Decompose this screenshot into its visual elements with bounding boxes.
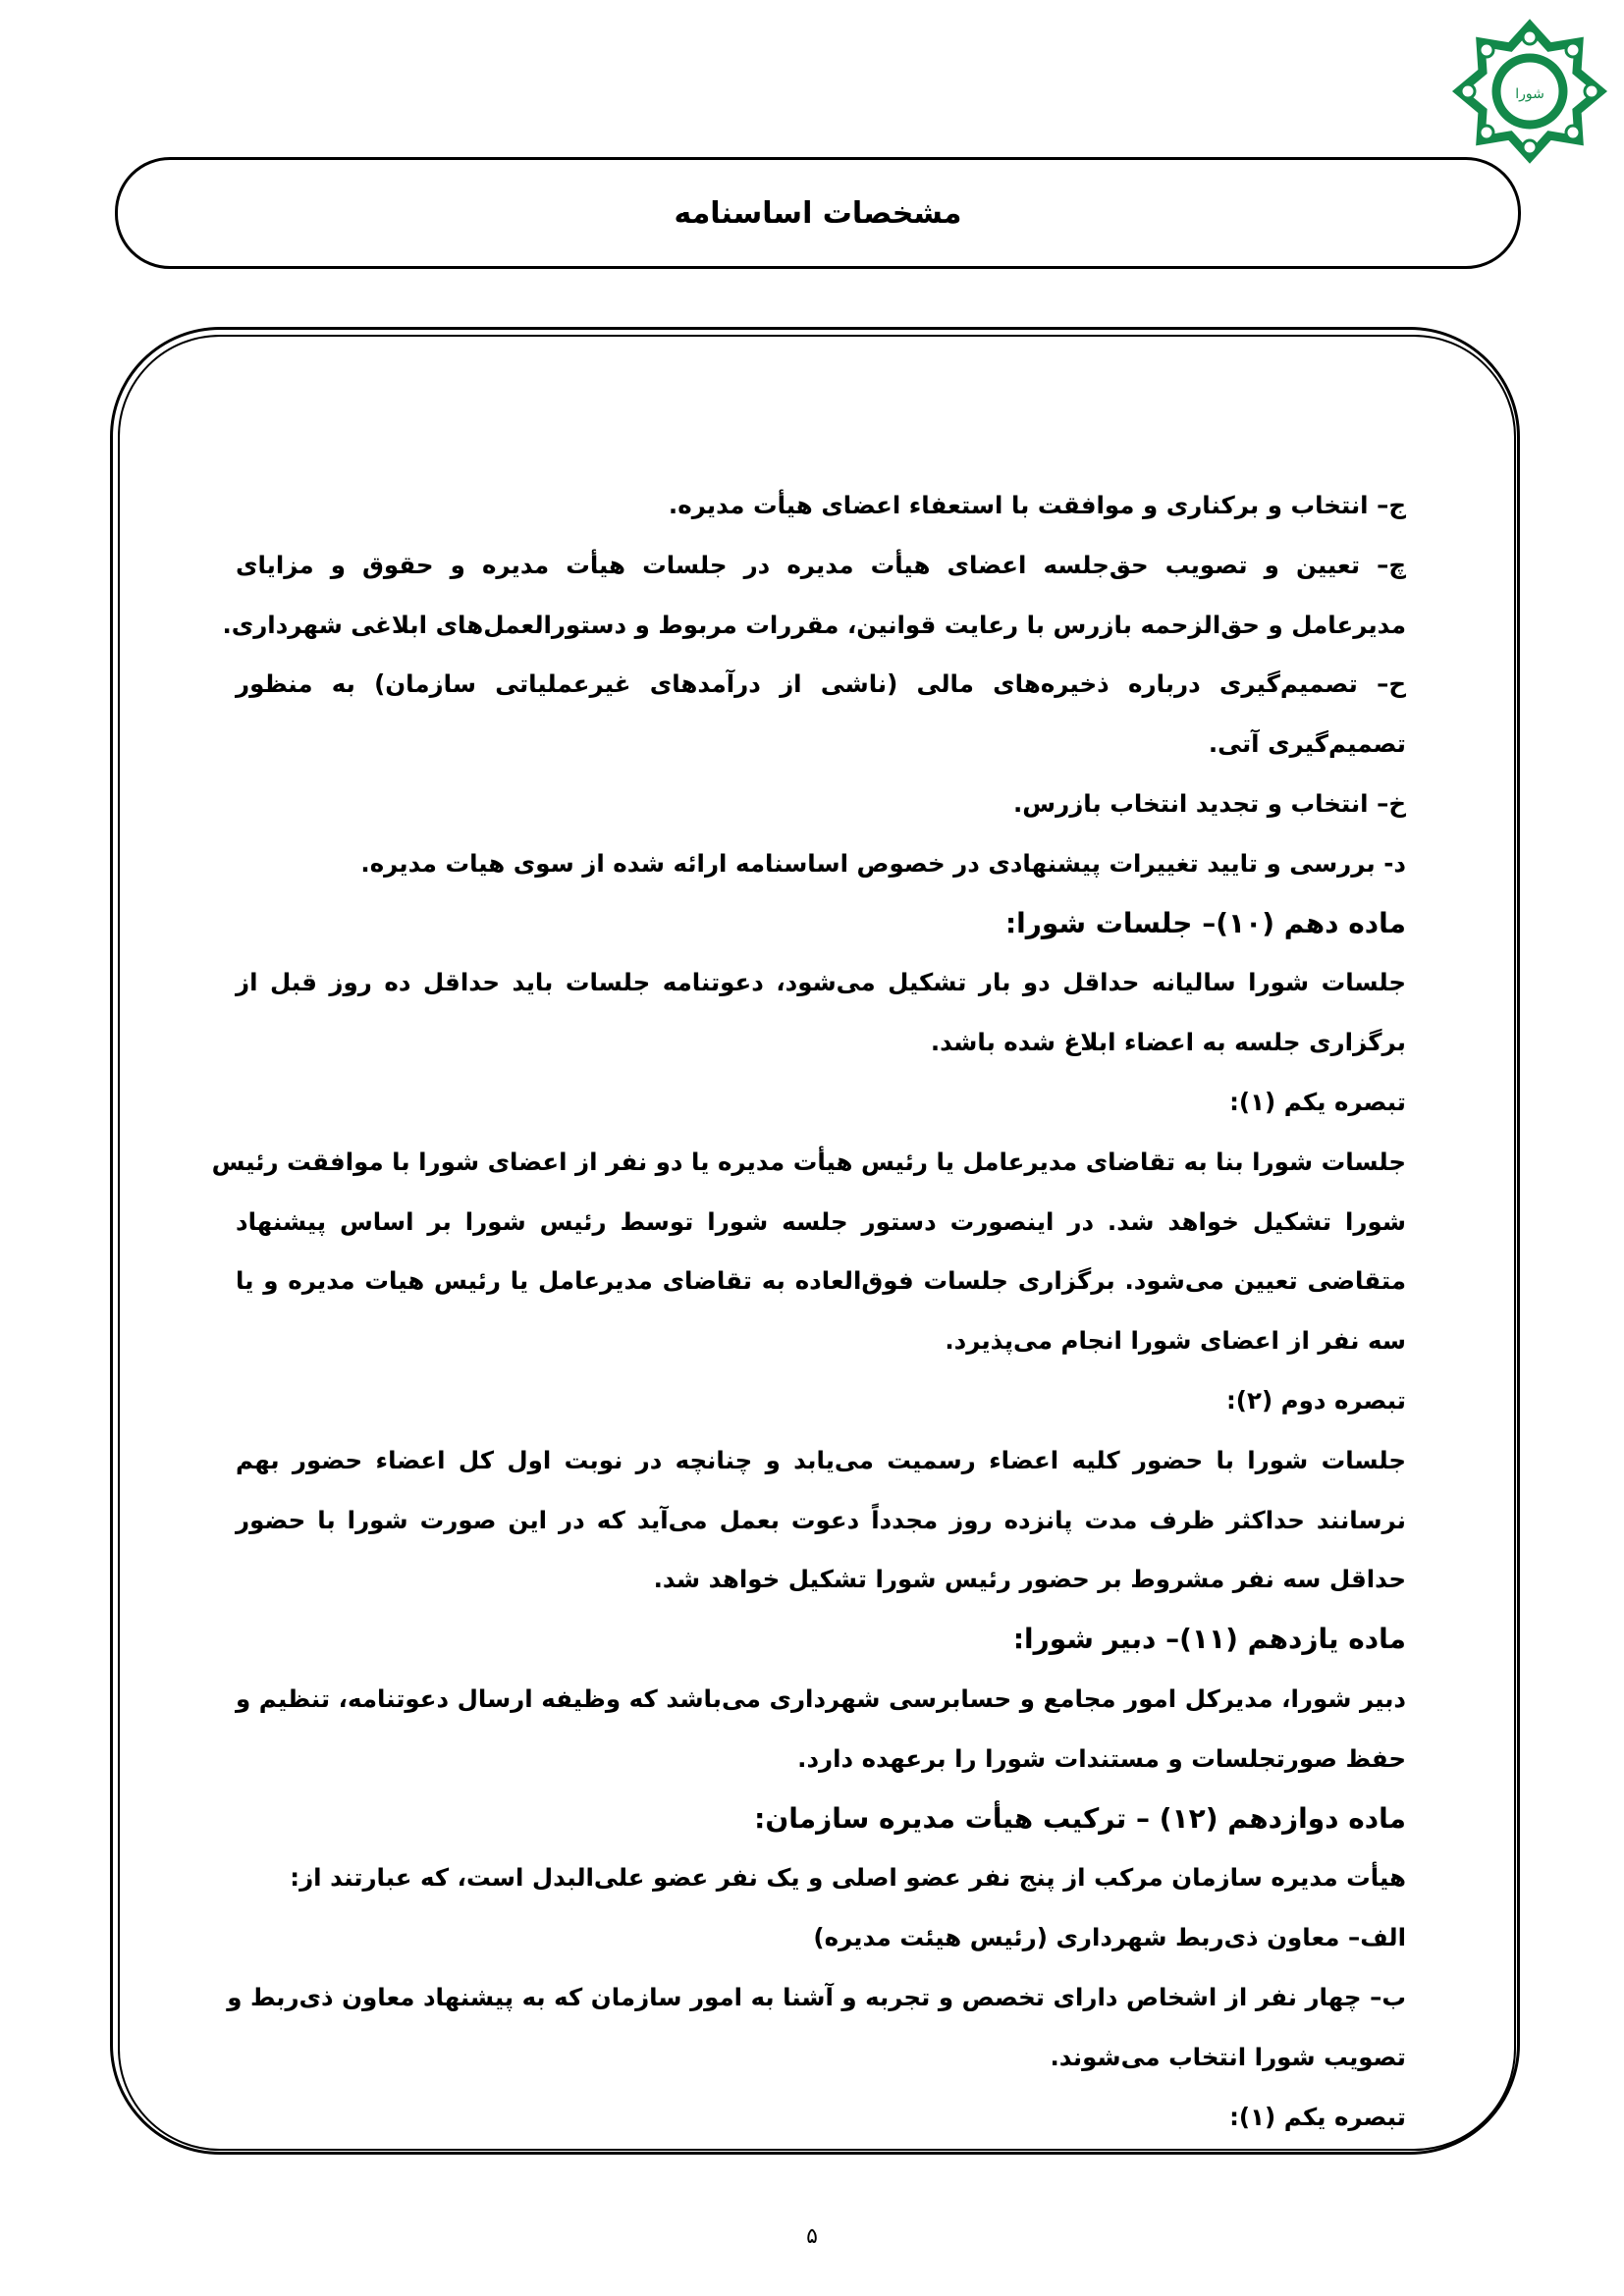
- text-line: هیأت مدیره سازمان مرکب از پنج نفر عضو اصلی و یک نفر عضو علی‌البدل است، که عبارتند از:: [290, 1863, 1406, 1893]
- section-title: مشخصات اساسنامه: [674, 195, 962, 231]
- text-line: سه نفر از اعضای شورا انجام می‌پذیرد.: [945, 1326, 1406, 1356]
- text-line: تبصره یکم (۱):: [1229, 2102, 1406, 2131]
- article-heading: ماده دهم (۱۰)– جلسات شورا:: [1004, 906, 1406, 939]
- text-line: متقاضی تعیین می‌شود. برگزاری جلسات فوق‌العاده به تقاضای مدیرعامل یا رئیس هیات مدیره و یا: [236, 1266, 1406, 1296]
- svg-text:شورا: شورا: [1515, 86, 1544, 102]
- text-line: جلسات شورا سالیانه حداقل دو بار تشکیل می‌شود، دعوتنامه جلسات باید حداقل ده روز قبل از: [236, 968, 1406, 997]
- tehran-city-council-logo: [1451, 18, 1608, 165]
- text-line: تصمیم‌گیری آتی.: [1208, 729, 1406, 759]
- text-line: حفظ صورتجلسات و مستندات شورا را برعهده دارد.: [797, 1743, 1406, 1773]
- text-line: برگزاری جلسه به اعضاء ابلاغ شده باشد.: [930, 1028, 1406, 1057]
- text-line: شورا تشکیل خواهد شد. در اینصورت دستور جلسه شورا توسط رئیس شورا بر اساس پیشنهاد: [236, 1206, 1406, 1236]
- text-line: ح– تصمیم‌گیری درباره ذخیره‌های مالی (ناشی از درآمدهای غیرعملیاتی سازمان) به منظور: [236, 669, 1406, 699]
- text-line: دبیر شورا، مدیرکل امور مجامع و حسابرسی شهرداری می‌باشد که وظیفه ارسال دعوتنامه، تنظیم و: [236, 1683, 1406, 1713]
- text-line: مدیرعامل و حق‌الزحمه بازرس با رعایت قوانین، مقررات مربوط و دستورالعمل‌های ابلاغی شهرداری.: [222, 610, 1406, 639]
- section-title-box: [115, 157, 1521, 269]
- text-line: حداقل سه نفر مشروط بر حضور رئیس شورا تشکیل خواهد شد.: [653, 1565, 1406, 1594]
- text-line: ب– چهار نفر از اشخاص دارای تخصص و تجربه و آشنا به امور سازمان که به پیشنهاد معاون ذی‌ربط و: [227, 1982, 1406, 2011]
- article-heading: ماده یازدهم (۱۱)– دبیر شورا:: [1012, 1623, 1406, 1656]
- text-line: تبصره یکم (۱):: [1229, 1087, 1406, 1116]
- text-line: چ– تعیین و تصویب حق‌جلسه اعضای هیأت مدیره در جلسات هیأت مدیره و حقوق و مزایای: [236, 550, 1406, 579]
- page-number: ۵: [806, 2224, 818, 2249]
- text-line: نرسانند حداکثر ظرف مدت پانزده روز مجدداً دعوت بعمل می‌آید که در این صورت شورا با حضور: [236, 1505, 1406, 1534]
- text-line: تصویب شورا انتخاب می‌شوند.: [1050, 2042, 1406, 2071]
- text-line: تبصره دوم (۲):: [1225, 1385, 1406, 1415]
- text-line: ج– انتخاب و برکناری و موافقت با استعفاء اعضای هیأت مدیره.: [668, 491, 1406, 519]
- article-heading: ماده دوازدهم (۱۲) – ترکیب هیأت مدیره سازمان:: [754, 1801, 1406, 1835]
- text-line: جلسات شورا با حضور کلیه اعضاء رسمیت می‌یابد و چنانچه در نوبت اول کل اعضاء حضور بهم: [236, 1445, 1406, 1474]
- text-line: خ– انتخاب و تجدید انتخاب بازرس.: [1012, 788, 1406, 818]
- text-line: د- بررسی و تایید تغییرات پیشنهادی در خصوص اساسنامه ارائه شده از سوی هیات مدیره.: [360, 848, 1406, 878]
- document-body: [211, 476, 1406, 2147]
- text-line: الف– معاون ذی‌ربط شهرداری (رئیس هیئت مدیره): [813, 1923, 1406, 1952]
- text-line: جلسات شورا بنا به تقاضای مدیرعامل یا رئیس هیأت مدیره یا دو نفر از اعضای شورا با موافقت رئیس: [211, 1147, 1406, 1176]
